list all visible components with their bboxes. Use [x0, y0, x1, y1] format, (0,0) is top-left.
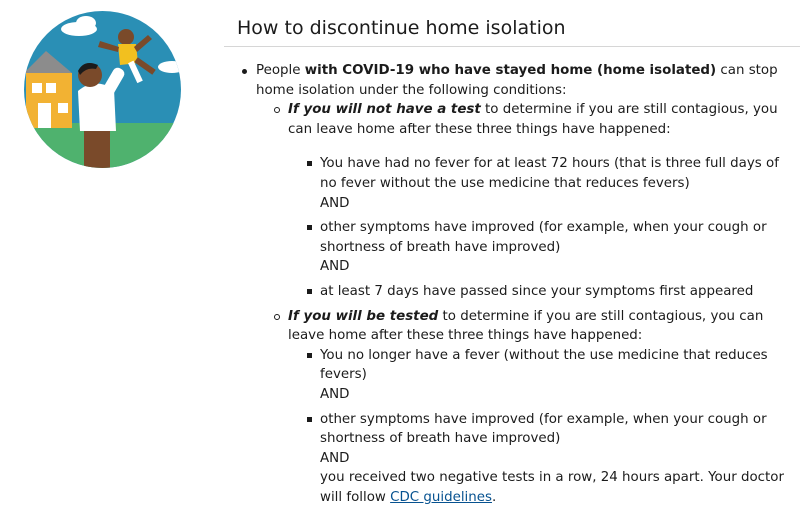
tested-criteria — [320, 346, 792, 508]
criteria-item — [320, 218, 792, 277]
and-label: AND — [320, 386, 350, 402]
criteria-item — [320, 410, 792, 508]
intro-text: People — [256, 63, 305, 78]
scenario-tested — [288, 307, 792, 508]
intro-text-end: can stop home isolation under the following conditions: — [256, 63, 778, 98]
tests-text: you received two negative tests in a row, 24 hours apart. Your doctor will follow — [320, 470, 784, 505]
scenario-no-test — [288, 100, 792, 301]
scenario-tested-text: to determine if you are still contagious, you can leave home after these three things have happened: — [288, 308, 764, 344]
scenario-tested-lead: If you will be tested — [288, 308, 439, 324]
scenario-no-test-lead: If you will not have a test — [288, 102, 481, 118]
family-illustration — [24, 11, 181, 168]
criteria-text: You no longer have a fever (without the use medicine that reduces fevers) — [320, 347, 768, 383]
criteria-item — [320, 282, 792, 302]
end-punctuation: . — [491, 489, 497, 505]
and-label: AND — [320, 450, 350, 466]
cdc-guidelines-link[interactable]: CDC guidelines — [390, 489, 492, 505]
scenario-no-test-text: to determine if you are still contagious, you can leave home after these three things have happened: — [288, 102, 778, 137]
criteria-item — [320, 154, 792, 213]
page-title: How to discontinue home isolation — [237, 17, 566, 39]
intro-emphasis: with COVID-19 who have stayed home (home isolated) — [304, 63, 717, 78]
criteria-text: other symptoms have improved (for example, when your cough or shortness of breath have improved) — [320, 411, 767, 447]
scenario-list — [288, 100, 792, 507]
criteria-item — [320, 346, 792, 405]
isolation-guidance — [256, 61, 792, 512]
conditions-list — [256, 61, 792, 507]
no-test-criteria — [320, 154, 792, 301]
criteria-text: at least 7 days have passed since your symptoms first appeared — [320, 283, 754, 299]
title-divider — [224, 46, 800, 47]
criteria-text: other symptoms have improved (for example, when your cough or shortness of breath have improved) — [320, 220, 767, 255]
list-item — [256, 61, 792, 507]
and-label: AND — [320, 195, 350, 211]
and-label: AND — [320, 259, 350, 275]
criteria-text: You have had no fever for at least 72 hours (that is three full days of no fever without the use medicine that reduces fevers) — [320, 156, 779, 191]
